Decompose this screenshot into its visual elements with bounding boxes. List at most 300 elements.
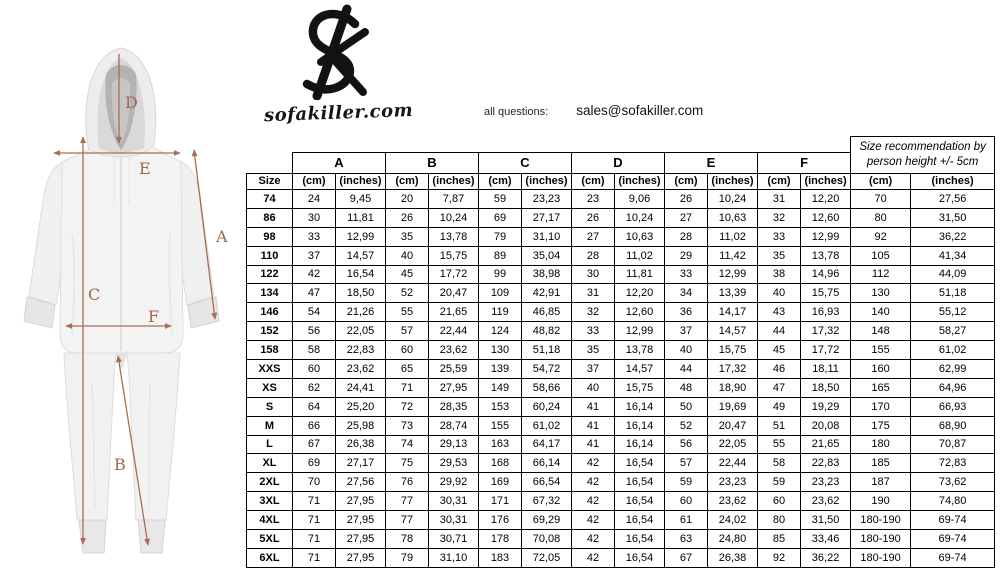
- value-cell: 58,27: [911, 322, 995, 341]
- value-cell: 155: [479, 416, 522, 435]
- value-cell: 61: [665, 511, 708, 530]
- value-cell: 70,08: [522, 530, 572, 549]
- value-cell: 22,44: [429, 322, 479, 341]
- value-cell: 49: [758, 397, 801, 416]
- value-cell: 45: [386, 265, 429, 284]
- value-cell: 26,38: [336, 435, 386, 454]
- value-cell: 89: [479, 246, 522, 265]
- value-cell: 31,50: [911, 208, 995, 227]
- value-cell: 180-190: [851, 530, 911, 549]
- value-cell: 160: [851, 360, 911, 379]
- value-cell: 66: [293, 416, 336, 435]
- value-cell: 42: [572, 473, 615, 492]
- value-cell: 71: [293, 530, 336, 549]
- value-cell: 23,62: [801, 492, 851, 511]
- value-cell: 71: [293, 511, 336, 530]
- value-cell: 11,02: [615, 246, 665, 265]
- value-cell: 33,46: [801, 530, 851, 549]
- value-cell: 27,95: [336, 492, 386, 511]
- size-cell: 134: [247, 284, 293, 303]
- size-cell: S: [247, 397, 293, 416]
- value-cell: 24,02: [708, 511, 758, 530]
- value-cell: 153: [479, 397, 522, 416]
- table-row: [247, 190, 995, 209]
- value-cell: 21,65: [429, 303, 479, 322]
- value-cell: 17,32: [801, 322, 851, 341]
- value-cell: 92: [758, 548, 801, 567]
- size-cell: 74: [247, 190, 293, 209]
- value-cell: 20,08: [801, 416, 851, 435]
- value-cell: 71: [293, 492, 336, 511]
- value-cell: 10,63: [708, 208, 758, 227]
- col-header-a: A: [293, 153, 386, 174]
- value-cell: 44: [758, 322, 801, 341]
- value-cell: 180: [851, 435, 911, 454]
- size-cell: 110: [247, 246, 293, 265]
- unit-header-cm: (cm): [851, 174, 911, 190]
- value-cell: 32: [758, 208, 801, 227]
- value-cell: 17,32: [708, 360, 758, 379]
- value-cell: 9,06: [615, 190, 665, 209]
- value-cell: 27: [572, 227, 615, 246]
- size-cell: M: [247, 416, 293, 435]
- value-cell: 22,83: [336, 341, 386, 360]
- unit-header-cm: (cm): [386, 174, 429, 190]
- onesie-illustration: [2, 4, 244, 580]
- label-c: C: [88, 285, 101, 304]
- value-cell: 69: [293, 454, 336, 473]
- value-cell: 29,53: [429, 454, 479, 473]
- table-row: [247, 435, 995, 454]
- value-cell: 71: [293, 548, 336, 567]
- unit-header-inches: (inches): [911, 174, 995, 190]
- value-cell: 25,20: [336, 397, 386, 416]
- value-cell: 55: [386, 303, 429, 322]
- value-cell: 22,44: [708, 454, 758, 473]
- value-cell: 119: [479, 303, 522, 322]
- value-cell: 44,09: [911, 265, 995, 284]
- value-cell: 36: [665, 303, 708, 322]
- value-cell: 16,14: [615, 397, 665, 416]
- table-row: [247, 322, 995, 341]
- value-cell: 10,24: [708, 190, 758, 209]
- col-header-c: C: [479, 153, 572, 174]
- value-cell: 44: [665, 360, 708, 379]
- value-cell: 62: [293, 378, 336, 397]
- value-cell: 16,14: [615, 435, 665, 454]
- contact-line: [484, 103, 703, 118]
- value-cell: 35: [572, 341, 615, 360]
- value-cell: 52: [386, 284, 429, 303]
- value-cell: 17,72: [429, 265, 479, 284]
- value-cell: 63: [665, 530, 708, 549]
- value-cell: 72,05: [522, 548, 572, 567]
- value-cell: 149: [479, 378, 522, 397]
- value-cell: 16,54: [336, 265, 386, 284]
- value-cell: 59: [665, 473, 708, 492]
- value-cell: 69: [479, 208, 522, 227]
- value-cell: 42: [572, 511, 615, 530]
- table-row: [247, 208, 995, 227]
- label-d: D: [125, 93, 138, 112]
- value-cell: 27: [665, 208, 708, 227]
- value-cell: 27,17: [522, 208, 572, 227]
- value-cell: 33: [572, 322, 615, 341]
- value-cell: 61,02: [522, 416, 572, 435]
- value-cell: 183: [479, 548, 522, 567]
- value-cell: 24,41: [336, 378, 386, 397]
- size-cell: 86: [247, 208, 293, 227]
- value-cell: 169: [479, 473, 522, 492]
- value-cell: 64,17: [522, 435, 572, 454]
- value-cell: 41: [572, 397, 615, 416]
- value-cell: 69,29: [522, 511, 572, 530]
- value-cell: 180-190: [851, 511, 911, 530]
- value-cell: 29,13: [429, 435, 479, 454]
- value-cell: 36,22: [801, 548, 851, 567]
- value-cell: 190: [851, 492, 911, 511]
- size-cell: XS: [247, 378, 293, 397]
- value-cell: 40: [386, 246, 429, 265]
- value-cell: 23,23: [801, 473, 851, 492]
- value-cell: 48,82: [522, 322, 572, 341]
- value-cell: 19,29: [801, 397, 851, 416]
- value-cell: 15,75: [708, 341, 758, 360]
- value-cell: 22,05: [708, 435, 758, 454]
- value-cell: 79: [386, 548, 429, 567]
- value-cell: 69-74: [911, 530, 995, 549]
- value-cell: 69-74: [911, 511, 995, 530]
- value-cell: 23,23: [708, 473, 758, 492]
- value-cell: 13,39: [708, 284, 758, 303]
- value-cell: 11,81: [336, 208, 386, 227]
- value-cell: 178: [479, 530, 522, 549]
- value-cell: 31: [572, 284, 615, 303]
- value-cell: 42: [572, 454, 615, 473]
- value-cell: 31,50: [801, 511, 851, 530]
- value-cell: 43: [758, 303, 801, 322]
- value-cell: 42: [293, 265, 336, 284]
- size-cell: 122: [247, 265, 293, 284]
- value-cell: 58: [293, 341, 336, 360]
- unit-header-cm: (cm): [758, 174, 801, 190]
- value-cell: 31,10: [429, 548, 479, 567]
- value-cell: 16,54: [615, 530, 665, 549]
- value-cell: 41,34: [911, 246, 995, 265]
- value-cell: 46: [758, 360, 801, 379]
- value-cell: 105: [851, 246, 911, 265]
- value-cell: 66,93: [911, 397, 995, 416]
- value-cell: 67: [293, 435, 336, 454]
- value-cell: 37: [665, 322, 708, 341]
- size-cell: 5XL: [247, 530, 293, 549]
- unit-header-inches: (inches): [429, 174, 479, 190]
- value-cell: 59: [758, 473, 801, 492]
- value-cell: 34: [665, 284, 708, 303]
- value-cell: 59: [479, 190, 522, 209]
- table-row: [247, 473, 995, 492]
- value-cell: 171: [479, 492, 522, 511]
- value-cell: 29,92: [429, 473, 479, 492]
- value-cell: 30: [293, 208, 336, 227]
- value-cell: 28: [665, 227, 708, 246]
- value-cell: 51,18: [522, 341, 572, 360]
- size-cell: XL: [247, 454, 293, 473]
- value-cell: 23,62: [708, 492, 758, 511]
- value-cell: 37: [293, 246, 336, 265]
- value-cell: 27,95: [429, 378, 479, 397]
- value-cell: 31,10: [522, 227, 572, 246]
- value-cell: 28: [572, 246, 615, 265]
- col-header-b: B: [386, 153, 479, 174]
- value-cell: 45: [758, 341, 801, 360]
- value-cell: 9,45: [336, 190, 386, 209]
- value-cell: 42: [572, 492, 615, 511]
- brand-website: sofakiller.com: [263, 100, 414, 127]
- size-table-body: [247, 190, 995, 568]
- value-cell: 66,54: [522, 473, 572, 492]
- label-b: B: [114, 455, 126, 474]
- value-cell: 40: [572, 378, 615, 397]
- value-cell: 187: [851, 473, 911, 492]
- value-cell: 10,63: [615, 227, 665, 246]
- label-f: F: [148, 307, 160, 326]
- value-cell: 40: [665, 341, 708, 360]
- value-cell: 16,54: [615, 492, 665, 511]
- value-cell: 73,62: [911, 473, 995, 492]
- value-cell: 163: [479, 435, 522, 454]
- value-cell: 20,47: [708, 416, 758, 435]
- value-cell: 38: [758, 265, 801, 284]
- value-cell: 14,57: [336, 246, 386, 265]
- value-cell: 185: [851, 454, 911, 473]
- value-cell: 47: [293, 284, 336, 303]
- value-cell: 27,56: [911, 190, 995, 209]
- value-cell: 60: [758, 492, 801, 511]
- value-cell: 18,11: [801, 360, 851, 379]
- value-cell: 50: [665, 397, 708, 416]
- value-cell: 112: [851, 265, 911, 284]
- unit-header-inches: (inches): [336, 174, 386, 190]
- value-cell: 22,05: [336, 322, 386, 341]
- value-cell: 74: [386, 435, 429, 454]
- value-cell: 27,95: [336, 530, 386, 549]
- value-cell: 51: [758, 416, 801, 435]
- corner-spacer: [247, 153, 293, 174]
- value-cell: 28,35: [429, 397, 479, 416]
- size-cell: 3XL: [247, 492, 293, 511]
- value-cell: 23,62: [429, 341, 479, 360]
- value-cell: 16,14: [615, 416, 665, 435]
- value-cell: 60: [665, 492, 708, 511]
- unit-header-inches: (inches): [801, 174, 851, 190]
- value-cell: 27,17: [336, 454, 386, 473]
- value-cell: 12,20: [615, 284, 665, 303]
- value-cell: 26: [572, 208, 615, 227]
- garment-figure: [2, 4, 244, 580]
- value-cell: 28,74: [429, 416, 479, 435]
- value-cell: 74,80: [911, 492, 995, 511]
- table-row: [247, 360, 995, 379]
- value-cell: 23,23: [522, 190, 572, 209]
- value-cell: 99: [479, 265, 522, 284]
- value-cell: 12,99: [708, 265, 758, 284]
- value-cell: 30: [572, 265, 615, 284]
- value-cell: 14,57: [615, 360, 665, 379]
- unit-header-inches: (inches): [615, 174, 665, 190]
- value-cell: 26: [665, 190, 708, 209]
- value-cell: 56: [293, 322, 336, 341]
- label-e: E: [139, 159, 151, 178]
- value-cell: 60: [293, 360, 336, 379]
- table-row: [247, 265, 995, 284]
- value-cell: 16,54: [615, 454, 665, 473]
- value-cell: 78: [386, 530, 429, 549]
- value-cell: 51,18: [911, 284, 995, 303]
- table-row: [247, 397, 995, 416]
- contact-email: sales@sofakiller.com: [576, 103, 704, 118]
- size-column-header: Size: [247, 174, 293, 190]
- unit-header-cm: (cm): [572, 174, 615, 190]
- value-cell: 130: [479, 341, 522, 360]
- brand-block: [263, 4, 414, 127]
- table-row: [247, 284, 995, 303]
- value-cell: 72,83: [911, 454, 995, 473]
- value-cell: 85: [758, 530, 801, 549]
- value-cell: 14,96: [801, 265, 851, 284]
- value-cell: 56: [665, 435, 708, 454]
- value-cell: 20,47: [429, 284, 479, 303]
- size-cell: 4XL: [247, 511, 293, 530]
- unit-header-cm: (cm): [479, 174, 522, 190]
- size-cell: 146: [247, 303, 293, 322]
- value-cell: 38,98: [522, 265, 572, 284]
- value-cell: 58,66: [522, 378, 572, 397]
- value-cell: 176: [479, 511, 522, 530]
- value-cell: 65: [386, 360, 429, 379]
- value-cell: 47: [758, 378, 801, 397]
- value-cell: 10,24: [429, 208, 479, 227]
- value-cell: 70: [851, 190, 911, 209]
- unit-header-inches: (inches): [708, 174, 758, 190]
- value-cell: 33: [758, 227, 801, 246]
- size-cell: 2XL: [247, 473, 293, 492]
- value-cell: 15,75: [801, 284, 851, 303]
- value-cell: 27,95: [336, 511, 386, 530]
- size-cell: XXS: [247, 360, 293, 379]
- value-cell: 35: [758, 246, 801, 265]
- table-row: [247, 303, 995, 322]
- table-row: [247, 511, 995, 530]
- table-row: [247, 246, 995, 265]
- value-cell: 155: [851, 341, 911, 360]
- value-cell: 23: [572, 190, 615, 209]
- value-cell: 25,59: [429, 360, 479, 379]
- recommendation-header: Size recommendation by person height +/- 5cm: [851, 137, 995, 174]
- value-cell: 13,78: [429, 227, 479, 246]
- size-cell: 6XL: [247, 548, 293, 567]
- value-cell: 21,65: [801, 435, 851, 454]
- value-cell: 18,50: [336, 284, 386, 303]
- value-cell: 55,12: [911, 303, 995, 322]
- unit-header-cm: (cm): [293, 174, 336, 190]
- value-cell: 60,24: [522, 397, 572, 416]
- value-cell: 165: [851, 378, 911, 397]
- value-cell: 61,02: [911, 341, 995, 360]
- value-cell: 12,60: [615, 303, 665, 322]
- value-cell: 42: [572, 530, 615, 549]
- value-cell: 55: [758, 435, 801, 454]
- value-cell: 77: [386, 492, 429, 511]
- contact-label: all questions:: [484, 106, 549, 118]
- value-cell: 24,80: [708, 530, 758, 549]
- right-ankle-cuff: [138, 520, 165, 553]
- value-cell: 10,24: [615, 208, 665, 227]
- value-cell: 52: [665, 416, 708, 435]
- value-cell: 14,17: [708, 303, 758, 322]
- value-cell: 41: [572, 416, 615, 435]
- value-cell: 11,02: [708, 227, 758, 246]
- header-spacer: [247, 137, 851, 153]
- size-chart-table: [246, 136, 995, 568]
- table-row: [247, 341, 995, 360]
- onesie-silhouette: [24, 48, 219, 553]
- table-row: [247, 492, 995, 511]
- value-cell: 27,95: [336, 548, 386, 567]
- value-cell: 75: [386, 454, 429, 473]
- value-cell: 36,22: [911, 227, 995, 246]
- col-header-f: F: [758, 153, 851, 174]
- value-cell: 69-74: [911, 548, 995, 567]
- value-cell: 57: [386, 322, 429, 341]
- value-cell: 13,78: [615, 341, 665, 360]
- table-row: [247, 530, 995, 549]
- value-cell: 109: [479, 284, 522, 303]
- value-cell: 130: [851, 284, 911, 303]
- sk-logo-icon: [272, 4, 382, 100]
- value-cell: 54,72: [522, 360, 572, 379]
- value-cell: 17,72: [801, 341, 851, 360]
- value-cell: 80: [851, 208, 911, 227]
- value-cell: 180-190: [851, 548, 911, 567]
- value-cell: 26: [386, 208, 429, 227]
- value-cell: 12,99: [336, 227, 386, 246]
- value-cell: 18,50: [801, 378, 851, 397]
- value-cell: 175: [851, 416, 911, 435]
- table-row: [247, 454, 995, 473]
- value-cell: 40: [758, 284, 801, 303]
- value-cell: 139: [479, 360, 522, 379]
- value-cell: 33: [665, 265, 708, 284]
- value-cell: 77: [386, 511, 429, 530]
- value-cell: 30,31: [429, 511, 479, 530]
- value-cell: 58: [758, 454, 801, 473]
- value-cell: 73: [386, 416, 429, 435]
- value-cell: 31: [758, 190, 801, 209]
- value-cell: 37: [572, 360, 615, 379]
- value-cell: 16,54: [615, 473, 665, 492]
- value-cell: 24: [293, 190, 336, 209]
- value-cell: 62,99: [911, 360, 995, 379]
- value-cell: 19,69: [708, 397, 758, 416]
- value-cell: 70: [293, 473, 336, 492]
- value-cell: 57: [665, 454, 708, 473]
- value-cell: 72: [386, 397, 429, 416]
- value-cell: 92: [851, 227, 911, 246]
- left-leg: [64, 353, 116, 520]
- value-cell: 27,56: [336, 473, 386, 492]
- value-cell: 67: [665, 548, 708, 567]
